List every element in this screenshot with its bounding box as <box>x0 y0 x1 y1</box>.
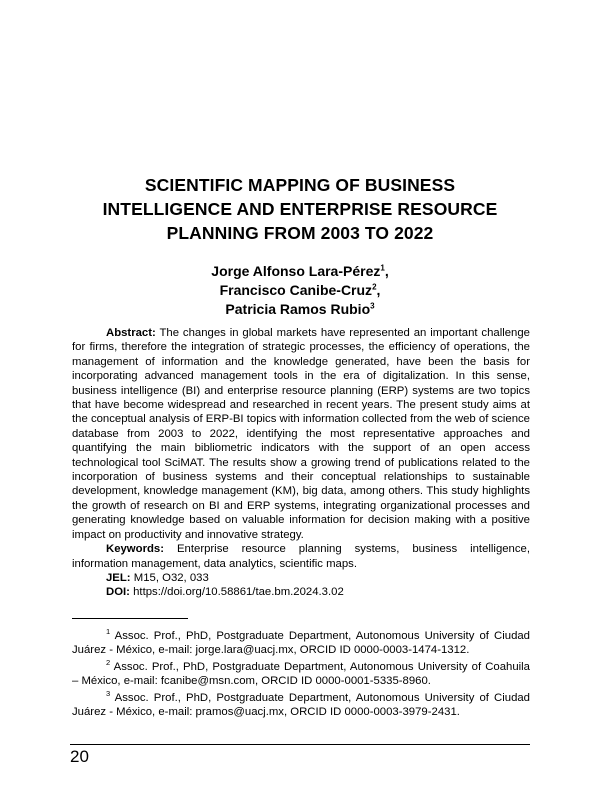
footnote-divider <box>72 618 188 619</box>
abstract-section <box>72 326 530 600</box>
footnote-2 <box>72 660 530 689</box>
author-name: Francisco Canibe-Cruz <box>219 282 373 298</box>
title-line-2: INTELLIGENCE AND ENTERPRISE RESOURCE <box>102 199 498 219</box>
footnote-3 <box>72 688 530 720</box>
keywords-label: Keywords: <box>106 543 164 556</box>
author-name: Patricia Ramos Rubio <box>225 301 371 317</box>
keywords-text: Enterprise resource planning systems, business intelligence, information management, data analytics, scientific maps. <box>72 543 531 570</box>
keywords-paragraph <box>72 542 530 571</box>
paper-title <box>70 173 530 245</box>
author-affiliation-mark: 3 <box>370 301 375 311</box>
jel-text: M15, O32, 033 <box>133 571 209 584</box>
author-affiliation-mark: 2 <box>372 282 377 292</box>
page-footer-divider <box>70 744 530 745</box>
footnote-1 <box>72 629 530 658</box>
author-separator: , <box>376 282 381 298</box>
jel-paragraph <box>72 571 530 585</box>
title-line-3: PLANNING FROM 2003 TO 2022 <box>166 223 434 243</box>
page-number: 20 <box>70 747 89 766</box>
abstract-label: Abstract: <box>106 327 156 339</box>
footnote-text: Assoc. Prof., PhD, Postgraduate Department, Autonomous University of Coahuila – México, e-mail: fcanibe@msn.com, ORCID ID 0000-0001-5335-8960. <box>72 660 530 688</box>
title-line-1: SCIENTIFIC MAPPING OF BUSINESS <box>144 175 456 195</box>
doi-label: DOI: <box>106 586 130 599</box>
footnote-text: Assoc. Prof., PhD, Postgraduate Department, Autonomous University of Ciudad Juárez - México, e-mail: pramos@uacj.mx, ORCID ID 0000-0003-3979-2431. <box>72 691 530 719</box>
author-3 <box>70 300 530 319</box>
footnote-mark: 2 <box>106 658 111 668</box>
footnote-mark: 1 <box>106 627 111 637</box>
author-affiliation-mark: 1 <box>380 263 385 273</box>
footnotes-section <box>72 629 530 721</box>
author-list <box>70 262 530 319</box>
author-separator: , <box>384 263 389 279</box>
doi-paragraph <box>72 585 530 599</box>
abstract-text: The changes in global markets have represented an important challenge for firms, therefore the integration of strategic processes, the efficiency of operations, the management of information and the knowledge generated, have been the basis for incorporating advanced management tools in the era of digitalization. In this sense, business intelligence (BI) and enterprise resource planning (ERP) systems are two topics that have become widespread and researched in recent years. The present study aims at the conceptual analysis of ERP-BI topics with information collected from the web of science database from 2003 to 2022, identifying the most representative approaches and quantifying the main bibliometric indicators with the support of an open access technological tool SciMAT. The results show a growing trend of publications related to the incorporation of business systems and their conceptual relationships to sustainable development, knowledge management (KM), big data, among others. This study highlights the growth of research on BI and ERP systems, integrating organizational processes and generating knowledge based on valuable information for decision making with a positive impact on productivity and innovative strategy. <box>72 327 530 541</box>
footnote-mark: 3 <box>106 688 111 698</box>
author-2 <box>70 281 530 300</box>
footnote-text: Assoc. Prof., PhD, Postgraduate Department, Autonomous University of Ciudad Juárez - México, e-mail: jorge.lara@uacj.mx, ORCID ID 0000-0003-1474-1312. <box>72 630 530 657</box>
abstract-paragraph <box>72 326 530 542</box>
author-1 <box>70 262 530 281</box>
author-name: Jorge Alfonso Lara-Pérez <box>211 263 381 279</box>
doi-link[interactable]: https://doi.org/10.58861/tae.bm.2024.3.02 <box>133 586 344 599</box>
jel-label: JEL: <box>106 571 131 584</box>
